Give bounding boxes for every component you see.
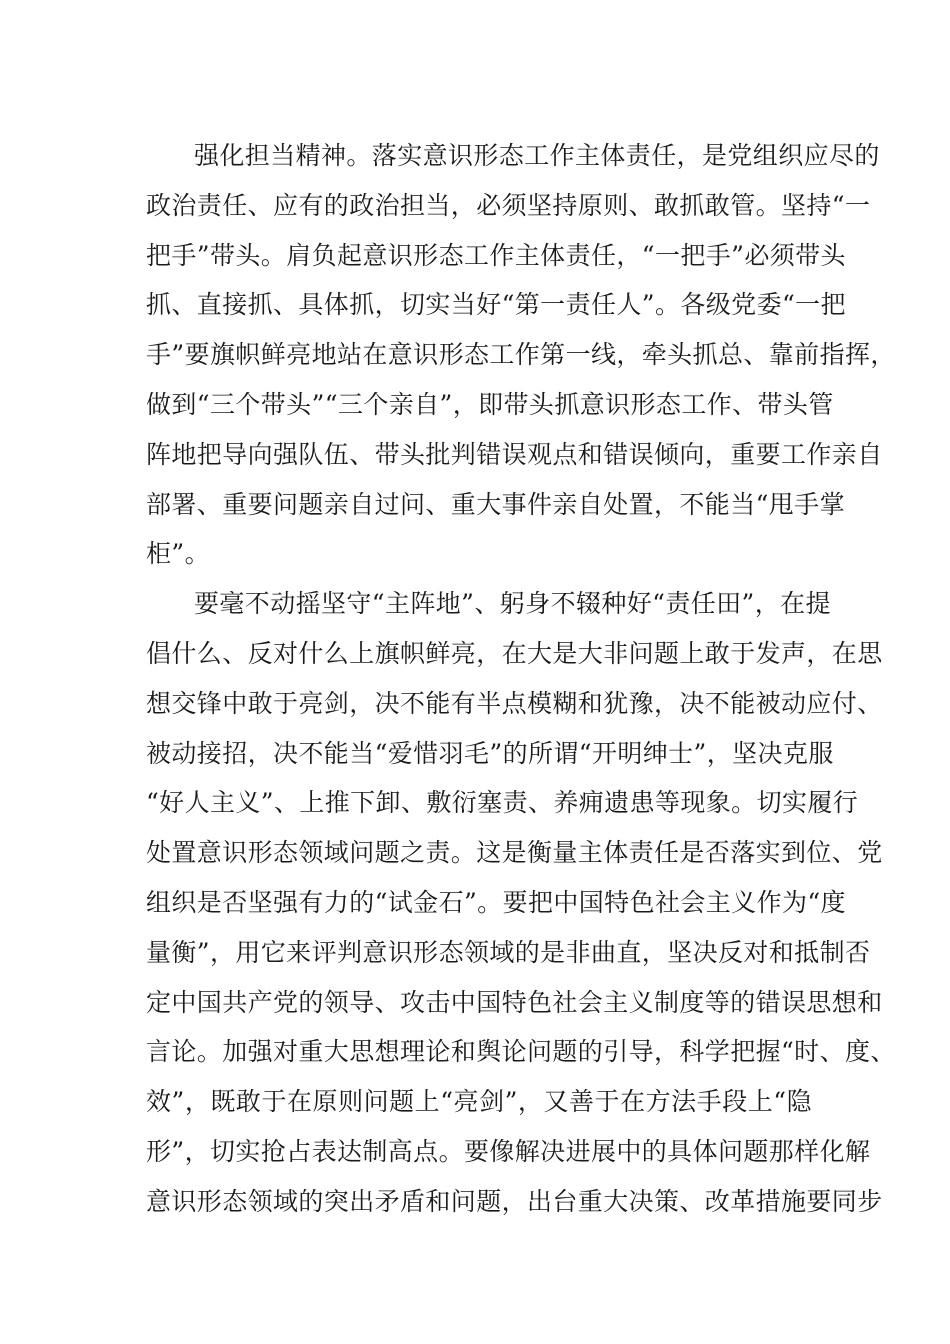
text-line: 效”，既敢于在原则问题上“亮剑”，又善于在方法手段上“隐 (146, 1087, 812, 1117)
text-line: 处置意识形态领域问题之责。这是衡量主体责任是否落实到位、党 (146, 838, 883, 868)
text-line: 定中国共产党的领导、攻击中国特色社会主义制度等的错误思想和 (146, 987, 883, 1017)
document-body (146, 131, 896, 1227)
text-line: 意识形态领域的突出矛盾和问题，出台重大决策、改革措施要同步 (146, 1186, 883, 1216)
text-line: 想交锋中敢于亮剑，决不能有半点模糊和犹豫，决不能被动应付、 (146, 688, 883, 718)
text-line: 做到“三个带头”“三个亲自”，即带头抓意识形态工作、带头管 (146, 389, 834, 419)
text-line: 倡什么、反对什么上旗帜鲜亮，在大是大非问题上敢于发声，在思 (146, 638, 883, 668)
text-line: 组织是否坚强有力的“试金石”。要把中国特色社会主义作为“度 (146, 887, 846, 917)
text-line: 柜”。 (146, 539, 210, 569)
text-line: 要毫不动摇坚守“主阵地”、躬身不辍种好“责任田”，在提 (194, 589, 831, 619)
paragraph-2 (146, 579, 896, 1226)
paragraph-1 (146, 131, 896, 579)
text-line: 政治责任、应有的政治担当，必须坚持原则、敢抓敢管。坚持“一 (146, 190, 871, 220)
text-line: 阵地把导向强队伍、带头批判错误观点和错误倾向，重要工作亲自 (146, 439, 883, 469)
text-line: 言论。加强对重大思想理论和舆论问题的引导，科学把握“时、度、 (146, 1037, 896, 1067)
text-line: “好人主义”、上推下卸、敷衍塞责、养痈遗患等现象。切实履行 (146, 788, 859, 818)
text-line: 形”，切实抢占表达制高点。要像解决进展中的具体问题那样化解 (146, 1136, 871, 1166)
text-line: 手”要旗帜鲜亮地站在意识形态工作第一线，牵头抓总、靠前指挥， (146, 340, 896, 370)
text-line: 抓、直接抓、具体抓，切实当好“第一责任人”。各级党委“一把 (146, 290, 846, 320)
text-line: 部署、重要问题亲自过问、重大事件亲自处置，不能当“甩手掌 (146, 489, 845, 519)
text-line: 强化担当精神。落实意识形态工作主体责任，是党组织应尽的 (194, 141, 880, 170)
text-line: 被动接招，决不能当“爱惜羽毛”的所谓“开明绅士”，坚决克服 (146, 738, 834, 768)
text-line: 量衡”，用它来评判意识形态领域的是非曲直，坚决反对和抵制否 (146, 937, 871, 967)
text-line: 把手”带头。肩负起意识形态工作主体责任，“一把手”必须带头 (146, 240, 846, 270)
